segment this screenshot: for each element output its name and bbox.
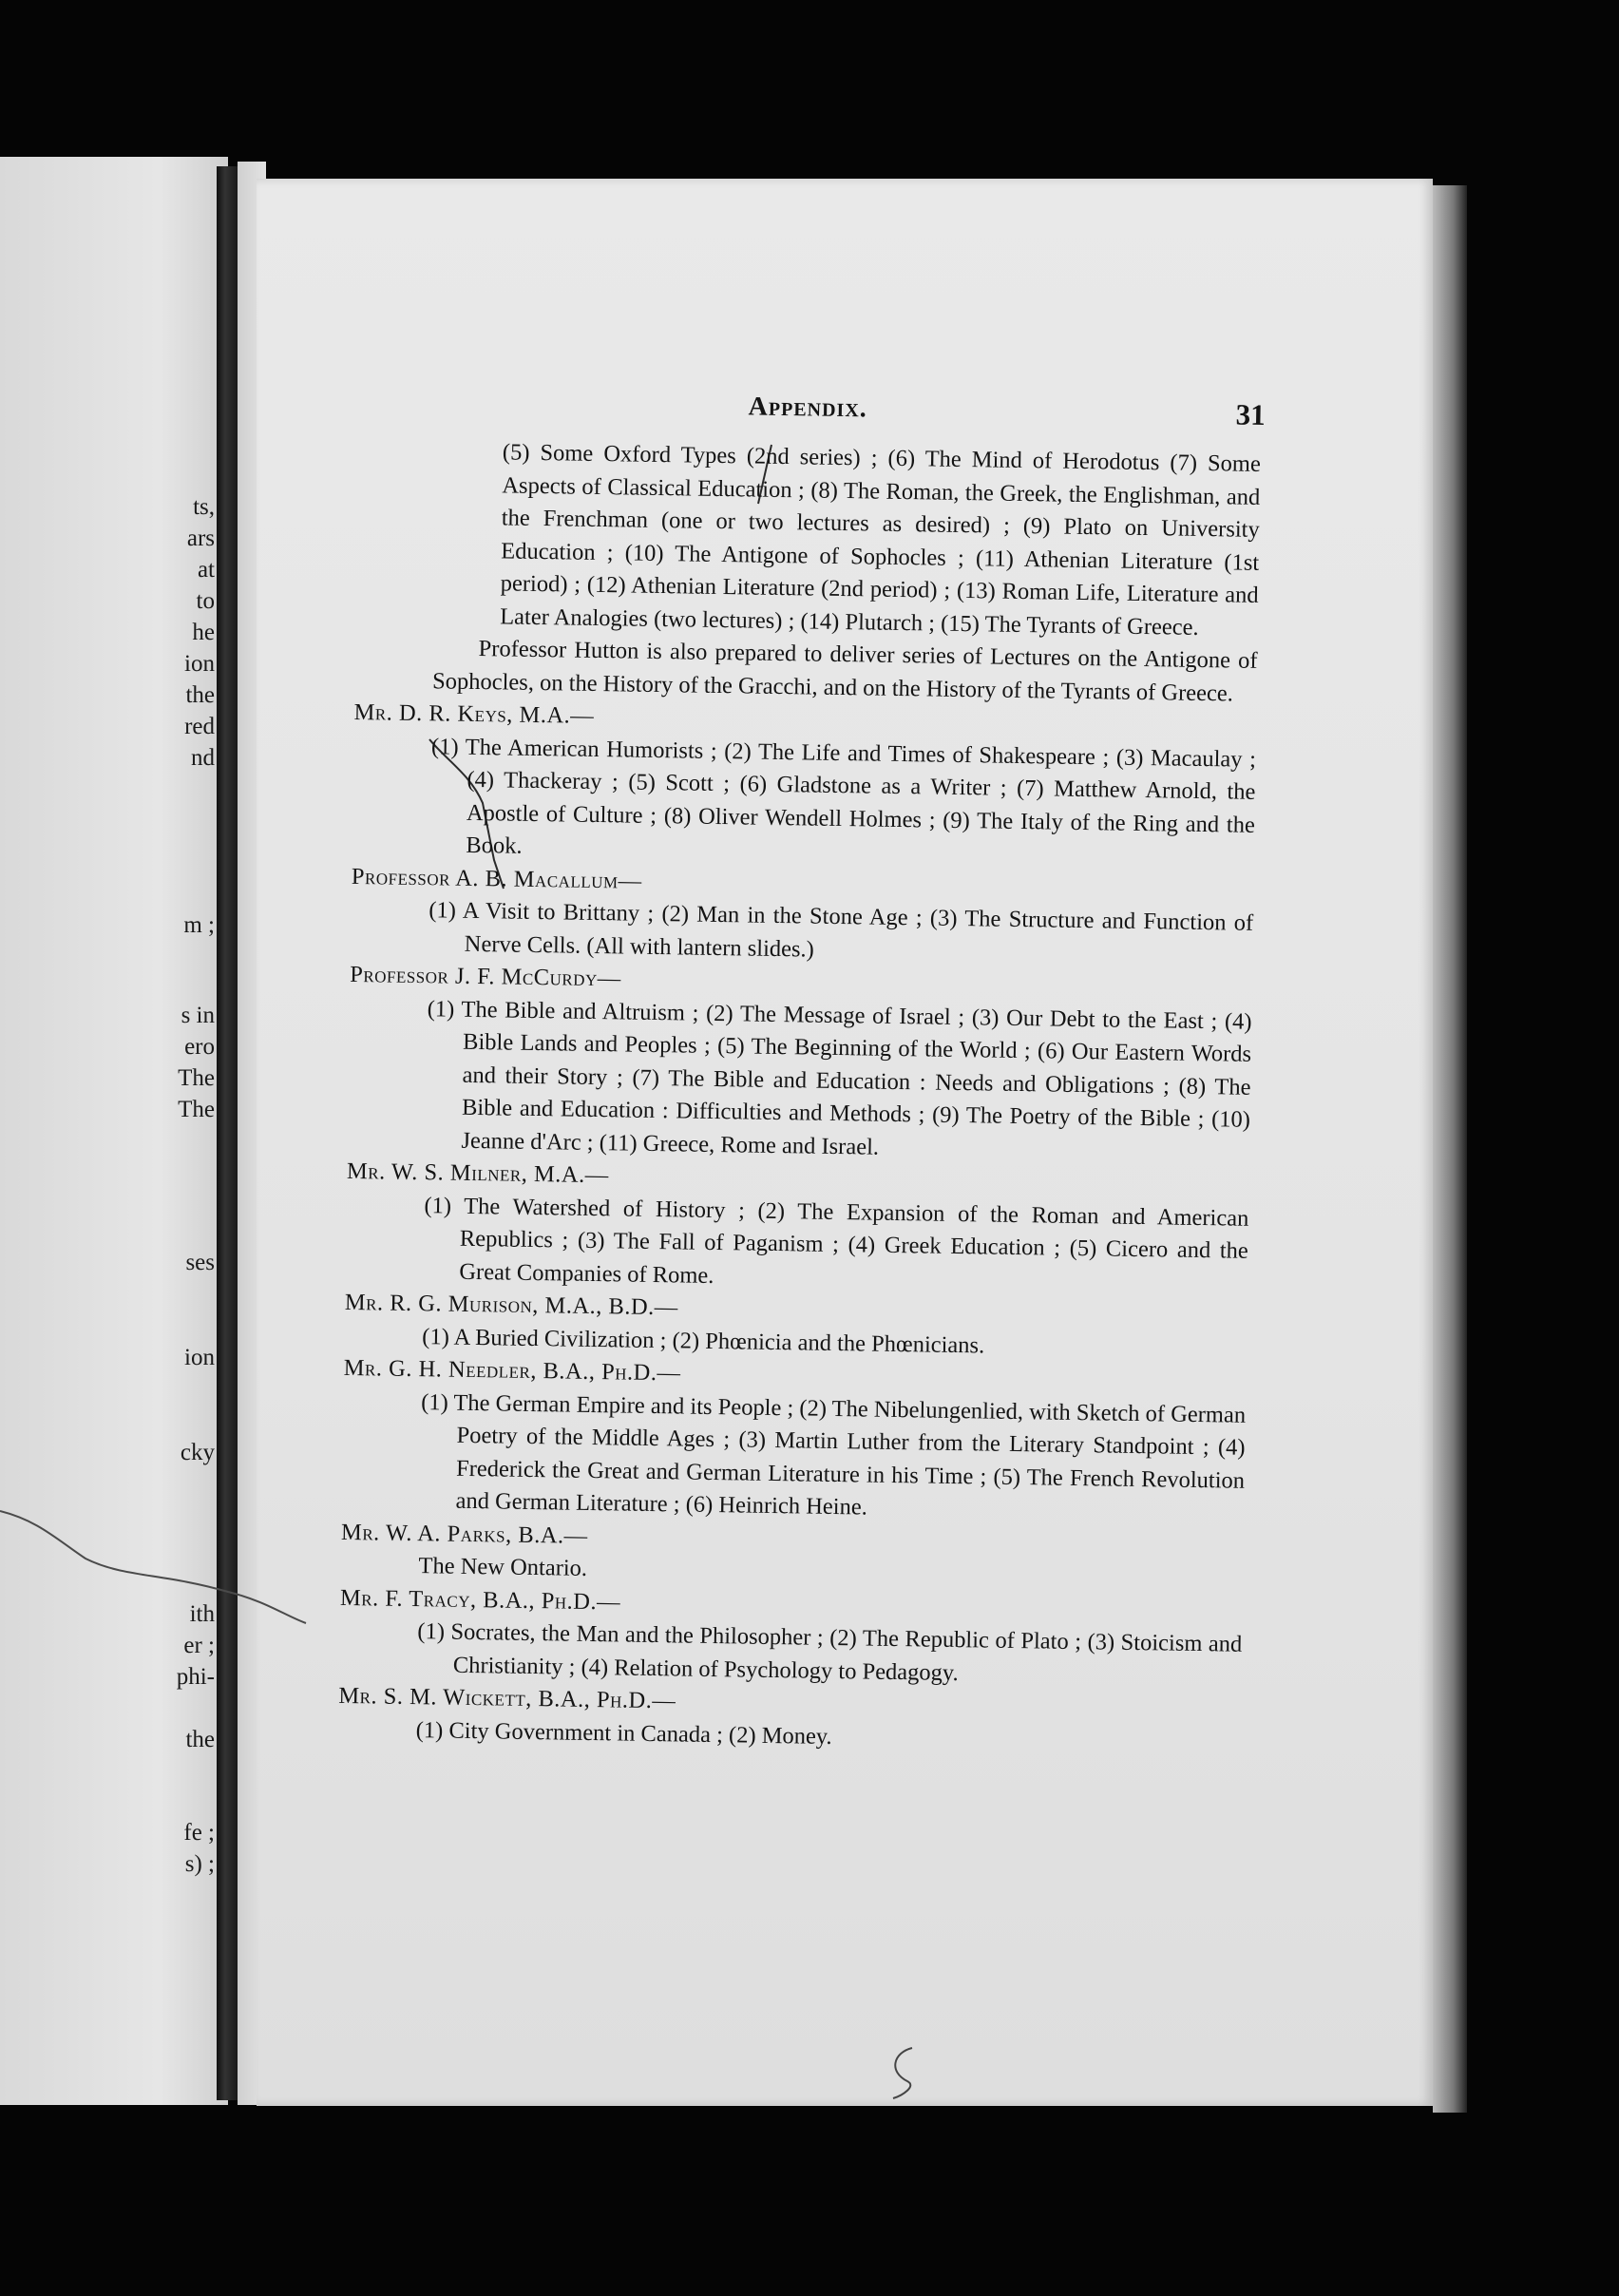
lecture-topics: (1) The American Humorists ; (2) The Life and Times of Shakespeare ; (3) Macaulay ; (4) Thackeray ; (5) Scott ; (6) Gladstone as a Writer ; (7) Matthew Arnold, the Apostle of Culture ; (8) Oliver Wendell Holmes ; (9) The Italy of the Ring and the Book.: [430, 733, 1257, 859]
page-number: 31: [1235, 397, 1266, 431]
lecturer-entry: [341, 1352, 1247, 1530]
lecturer-name: Mr. R. G. Murison, M.A., B.D.—: [344, 1289, 679, 1321]
lecture-topics: (1) A Visit to Brittany ; (2) Man in the Stone Age ; (3) The Structure and Function of Nerve Cells. (All with lantern slides.): [429, 897, 1254, 963]
lecturer-name: Mr. W. A. Parks, B.A.—: [340, 1519, 588, 1549]
left-fragment: the: [185, 1727, 215, 1752]
lecturer-entry: [345, 1156, 1249, 1301]
lecture-topics: (1) A Buried Civilization ; (2) Phœnicia and the Phœnicians.: [422, 1323, 985, 1358]
previous-page: [0, 157, 228, 2105]
hutton-note: Professor Hutton is also prepared to deliver series of Lectures on the Antigone of Sophocles, on the History of the Gracchi, and on the History of the Tyrants of Greece.: [431, 636, 1258, 706]
book-spine: [217, 166, 238, 2100]
lecturer-name: Mr. F. Tracy, B.A., Ph.D.—: [339, 1584, 621, 1615]
lecturer-entry: [339, 1581, 1244, 1693]
lecturer-entry: [351, 860, 1255, 972]
left-fragment: phi-: [176, 1664, 215, 1690]
left-fragment: The: [178, 1097, 215, 1122]
left-fragment: he: [192, 620, 215, 645]
lecture-topics: (1) The Watershed of History ; (2) The Expansion of the Roman and American Republics ; (3) The Fall of Paganism ; (4) Greek Education ; (5) Cicero and the Great Companies of Rome.: [424, 1192, 1249, 1289]
left-fragment: ion: [184, 1345, 215, 1370]
left-fragment: ero: [184, 1034, 215, 1060]
left-fragment: ith: [189, 1601, 215, 1627]
left-fragment: s) ;: [184, 1851, 215, 1877]
left-fragment: the: [185, 682, 215, 708]
lecturer-entry: [352, 697, 1257, 874]
left-fragment: The: [178, 1065, 215, 1091]
lecturer-entry: [347, 959, 1252, 1170]
left-fragment: ars: [186, 526, 215, 551]
lecture-topics: (1) The Bible and Altruism ; (2) The Message of Israel ; (3) Our Debt to the East ; (4) Bible Lands and Peoples ; (5) The Beginning of the World ; (6) Our Eastern Words and their Story ; (7) The Bible and Education : Needs and Obligations ; (8) The Bible and Education : Difficulties and Methods ; (9) The Poetry of the Bible ; (10) Jeanne d'Arc ; (11) Greece, Rome and Israel.: [427, 995, 1252, 1160]
left-fragment: ses: [185, 1250, 215, 1275]
left-fragment: s in: [181, 1003, 215, 1028]
left-fragment: at: [197, 557, 215, 583]
lecturer-name: Professor A. B. Macallum—: [351, 863, 642, 894]
left-fragment: to: [196, 588, 215, 614]
hutton-topics-continued: (5) Some Oxford Types (2nd series) ; (6) The Mind of Herodotus (7) Some Aspects of Classical Education ; (8) The Roman, the Greek, the Englishman, and the Frenchman (one or two lectures as desired) ; (9) Plato on University Education ; (10) The Antigone of Sophocles ; (11) Athenian Literature (1st period) ; (12) Athenian Literature (2nd period) ; (13) Roman Life, Literature and Later Analogies (two lectures) ; (14) Plutarch ; (15) The Tyrants of Greece.: [499, 439, 1262, 641]
left-fragment: red: [184, 714, 215, 739]
lecturer-name: Mr. S. M. Wickett, B.A., Ph.D.—: [338, 1682, 676, 1714]
page-edge: [1433, 185, 1467, 2113]
left-fragment: er ;: [183, 1633, 215, 1658]
left-fragment: fe ;: [183, 1820, 215, 1846]
lecturer-name: Mr. W. S. Milner, M.A.—: [346, 1158, 609, 1189]
lecture-topics: (1) City Government in Canada ; (2) Money.: [415, 1716, 832, 1750]
lecturer-name: Professor J. F. McCurdy—: [350, 961, 621, 992]
left-fragment: cky: [180, 1440, 215, 1465]
lecturer-name: Mr. G. H. Needler, B.A., Ph.D.—: [343, 1354, 681, 1387]
left-fragment: ion: [184, 651, 215, 677]
running-title: Appendix.: [748, 392, 868, 424]
left-fragment: m ;: [183, 912, 215, 938]
lecture-topics: (1) The German Empire and its People ; (2) The Nibelungenlied, with Sketch of German Poetry of the Middle Ages ; (3) Martin Luther from the Literary Standpoint ; (4) Frederick the Great and German Literature in his Time ; (5) The French Revolution and German Literature ; (6) Heinrich Heine.: [420, 1388, 1247, 1521]
lecturer-name: Mr. D. R. Keys, M.A.—: [353, 698, 595, 729]
lecture-topics: The New Ontario.: [418, 1553, 588, 1581]
left-fragment: ts,: [193, 494, 215, 520]
left-fragment: nd: [191, 745, 215, 771]
page-content: [338, 385, 1266, 1760]
lecture-topics: (1) Socrates, the Man and the Philosopher ; (2) The Republic of Plato ; (3) Stoicism and Christianity ; (4) Relation of Psychology to Pedagogy.: [417, 1618, 1243, 1686]
